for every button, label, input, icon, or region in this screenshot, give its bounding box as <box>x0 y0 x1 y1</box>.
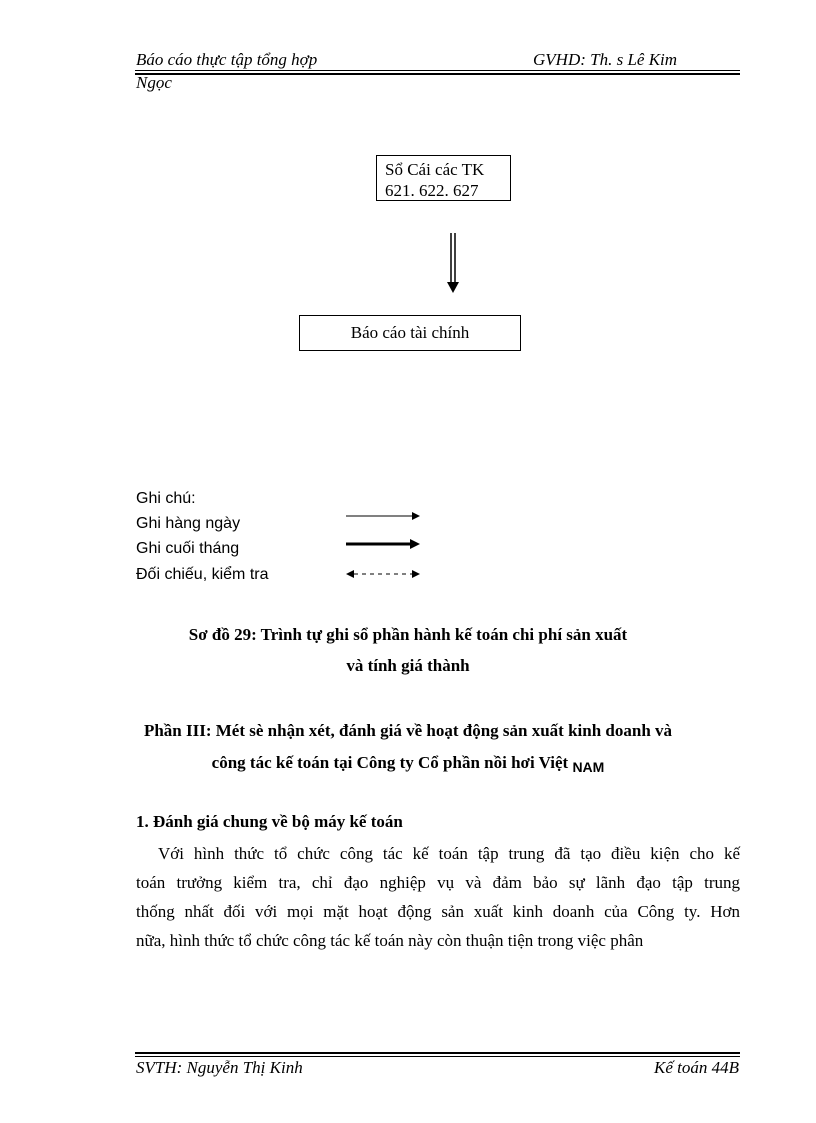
section-heading: 1. Đánh giá chung về bộ máy kế toán <box>136 812 403 831</box>
footer-rule-thick <box>135 1052 740 1054</box>
footer-rule-thin <box>135 1056 740 1057</box>
header-left: Báo cáo thực tập tổng hợp <box>136 50 318 69</box>
figure-caption-line1: Sơ đồ 29: Trình tự ghi sổ phần hành kế toán chi phí sản xuất <box>188 625 628 644</box>
part-heading-line1: Phần III: Mét sè nhận xét, đánh giá về hoạt động sản xuất kinh doanh và <box>143 721 673 740</box>
footer-left: SVTH: Nguyễn Thị Kinh <box>136 1058 303 1077</box>
legend-label-reconcile: Đối chiếu, kiểm tra <box>136 566 269 583</box>
legend-label-daily: Ghi hàng ngày <box>136 515 241 532</box>
part-heading-line2-suffix: NAM <box>572 759 605 775</box>
diagram-top-box-line2: 621. 622. 627 <box>385 181 479 200</box>
paragraph-line-4: nữa, hình thức tổ chức công tác kế toán này còn thuận tiện trong việc phân <box>136 931 644 950</box>
header-continuation: Ngọc <box>136 73 172 92</box>
paragraph-line-1: Với hình thức tổ chức công tác kế toán tập trung đã tạo điều kiện cho kế <box>158 844 740 863</box>
diagram-top-box-line1: Sổ Cái các TK <box>385 160 485 179</box>
section-paragraph <box>136 839 740 955</box>
legend-title: Ghi chú: <box>136 490 196 507</box>
figure-caption-line2: và tính giá thành <box>346 656 470 675</box>
legend-label-monthly: Ghi cuối tháng <box>136 540 240 557</box>
paragraph-line-3: thống nhất đối với mọi mặt hoạt động sản xuất kinh doanh của Công ty. Hơn <box>136 902 740 921</box>
part-heading-line2-text: công tác kế toán tại Công ty Cổ phần nồi hơi Việt <box>211 753 569 772</box>
footer-right: Kế toán 44B <box>654 1058 739 1077</box>
part-heading-line2 <box>0 753 816 773</box>
paragraph-line-2: toán trưởng kiểm tra, chỉ đạo nghiệp vụ và đảm bảo sự lãnh đạo tập trung <box>136 873 740 892</box>
header-right: GVHD: Th. s Lê Kim <box>533 50 678 69</box>
diagram-bottom-box-label: Báo cáo tài chính <box>350 323 470 342</box>
